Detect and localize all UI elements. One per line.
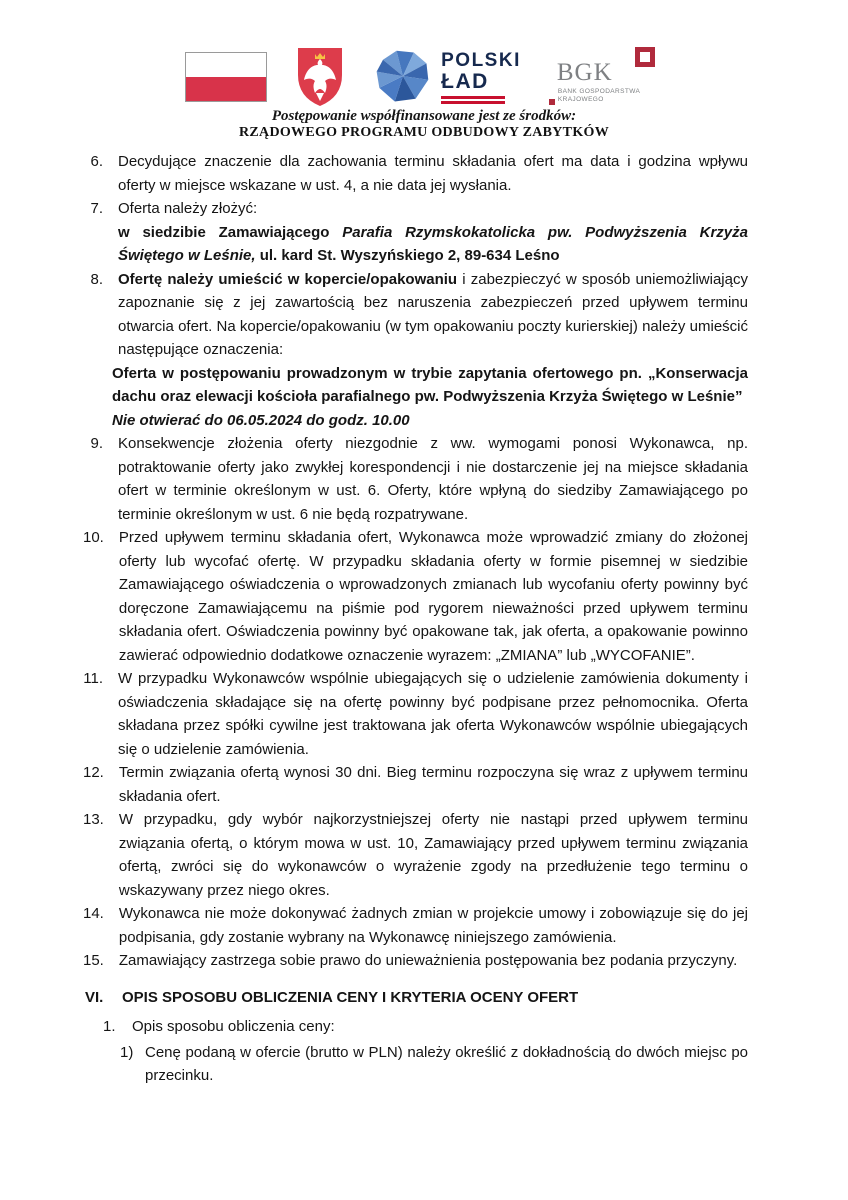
lad-label: ŁAD: [441, 69, 489, 93]
text-run: W przypadku Wykonawców wspólnie ubiegających się o udzielenie zamówienia dokumenty i oświadczenia składające się na ofertę powinny być podpisane przez pełnomocnika. Oferta składana przez spółki cywilne jest traktowana jak oferta Wykonawców wspólnie ubiegających się o udzielenie zamówienia.: [118, 670, 748, 758]
text-run: Zamawiający zastrzega sobie prawo do unieważnienia postępowania bez podania przyczyny.: [118, 952, 738, 969]
paragraph: [118, 667, 748, 761]
text-run: Parafia Rzymskokatolicka pw. Podwyższenia Krzyża Świętego w Leśnie,: [118, 223, 748, 264]
funding-caption: Postępowanie współfinansowane jest ze środków:: [271, 108, 577, 124]
list-item: [83, 197, 748, 268]
list-item-body: [119, 949, 748, 973]
paragraph: [119, 949, 748, 973]
bgk-logo: [551, 47, 663, 107]
list-item-body: [119, 526, 748, 667]
list-item-number: 7.: [90, 200, 103, 217]
list-item-number: 9.: [90, 435, 103, 452]
highlighted-paragraph: [112, 409, 748, 433]
list-item-body: [119, 902, 748, 949]
list-item-number: 8.: [90, 270, 103, 288]
paragraph: [118, 221, 748, 268]
eagle-shield-icon: [297, 47, 343, 107]
sub-sub-item-text: Cenę podaną w ofercie (brutto w PLN) należy określić z dokładnością do dwóch miejsc po przecinku.: [145, 1043, 748, 1084]
sub-list-item: [103, 1015, 748, 1039]
text-run: ul. kard St. Wyszyńskiego 2, 89-634 Leśno: [255, 247, 560, 264]
text-run: Przed upływem terminu składania ofert, Wykonawca może wprowadzić zmiany do złożonej oferty lub wycofać ofertę. W przypadku składania oferty w formie pisemnej w siedzibie Zamawiającego oświadczenia o wprowadzonych zmianach lub wycofaniu oferty powinny być doręczone Zamawiającemu na piśmie pod rygorem nieważności przed upływem terminu składania ofert. Oświadczenia powinny być opakowane tak, jak oferta, a opakowanie powinno zawierać odpowiednio dodatkowe oznaczenie wyrazem: „ZMIANA” lub „WYCOFANIE”.: [118, 529, 748, 664]
section-heading: [85, 986, 748, 1010]
paragraph: [118, 268, 748, 362]
paragraph: [119, 902, 748, 949]
paragraph: [118, 150, 748, 197]
list-item-number: 11.: [83, 670, 103, 687]
paragraph: [119, 808, 748, 902]
paragraph: [119, 761, 748, 808]
logo-row: [0, 48, 848, 106]
sub-item-number: 1.: [103, 1018, 116, 1035]
list-item: [83, 268, 748, 433]
main-list: [83, 150, 748, 973]
sub-sub-item-number: 1): [120, 1043, 134, 1061]
polski-lad-wordmark: [441, 51, 521, 104]
list-item-number: 15.: [83, 952, 104, 969]
list-item: [83, 902, 748, 949]
poland-map-icon: [373, 47, 431, 107]
list-item-body: [119, 761, 748, 808]
program-name: RZĄDOWEGO PROGRAMU ODBUDOWY ZABYTKÓW: [238, 125, 609, 140]
text-run: Oferta w postępowaniu prowadzonym w trybie zapytania ofertowego pn. „Konserwacja dachu oraz elewacji kościoła parafialnego pw. Podwyższenia Krzyża Świętego w Leśnie”: [112, 364, 748, 405]
list-item: [83, 432, 748, 526]
poland-eagle-emblem-icon: [297, 47, 343, 107]
text-run: i zabezpieczyć w sposób uniemożliwiający zapoznanie się z jej zawartością bez naruszenia zabezpieczeń przed upływem terminu otwarcia ofert. Na kopercie/opakowaniu (w tym opakowaniu poczty kurierskiej) należy umieścić następujące oznaczenia:: [118, 270, 748, 358]
list-item-number: 10.: [83, 529, 104, 546]
bgk-subtitle-line2: KRAJOWEGO: [557, 96, 604, 103]
list-item: [83, 808, 748, 902]
paragraph: [119, 526, 748, 667]
document-header: [0, 0, 848, 141]
bgk-square-icon: [635, 47, 655, 67]
sub-item-text: Opis sposobu obliczenia ceny:: [132, 1018, 335, 1035]
flag-white-stripe: [186, 53, 266, 77]
section-title: OPIS SPOSOBU OBLICZENIA CENY I KRYTERIA OCENY OFERT: [122, 988, 579, 1006]
list-item: [83, 667, 748, 761]
text-run: Nie otwierać do 06.05.2024 do godz. 10.00: [112, 411, 410, 429]
flag-stripes-icon: [441, 96, 505, 104]
list-item: [83, 150, 748, 197]
bgk-dot-icon: [549, 99, 555, 105]
poland-flag-icon: [185, 52, 267, 102]
text-run: Wykonawca nie może dokonywać żadnych zmian w projekcie umowy i zobowiązuje się do jej podpisania, gdy zostanie wybrany na Wykonawcę niniejszego zamówienia.: [118, 905, 748, 946]
bgk-abbreviation: BGK: [556, 59, 613, 86]
text-run: W przypadku, gdy wybór najkorzystniejszej oferty nie nastąpi przed upływem terminu związania ofertą, o którym mowa w ust. 10, Zamawiający przed upływem terminu związania ofertą, zwróci się do wykonawców o wyrażenie zgody na przedłużenie tego terminu o wskazywany przez niego okres.: [118, 811, 748, 899]
text-run: Ofertę należy umieścić w kopercie/opakowaniu: [118, 270, 458, 288]
polski-lad-logo: [373, 47, 521, 107]
text-run: Termin związania ofertą wynosi 30 dni. Bieg terminu rozpoczyna się wraz z upływem terminu składania ofert.: [118, 764, 748, 805]
bgk-subtitle: [558, 88, 640, 104]
highlighted-paragraph: [112, 362, 748, 409]
list-item-body: [112, 268, 748, 433]
text-run: w siedzibie Zamawiającego: [118, 223, 343, 241]
list-item-body: [118, 432, 748, 526]
sub-sub-list-item: [120, 1041, 748, 1088]
list-item-number: 14.: [83, 905, 104, 922]
list-item: [83, 526, 748, 667]
list-item: [83, 761, 748, 808]
list-item-body: [118, 667, 748, 761]
polski-label: POLSKI: [441, 49, 521, 71]
text-run: Decydujące znaczenie dla zachowania terminu składania ofert ma data i godzina wpływu oferty w miejsce wskazane w ust. 4, a nie data jej wysłania.: [118, 153, 748, 194]
list-item-number: 13.: [83, 811, 104, 828]
text-run: Oferta należy złożyć:: [118, 200, 258, 217]
text-run: Konsekwencje złożenia oferty niezgodnie z ww. wymogami ponosi Wykonawca, np. potraktowanie oferty jako zwykłej korespondencji i nie dostarczenie jej na miejsce składania ofert w terminie określonym w ust. 6. Oferty, które wpłyną do siedziby Zamawiającego po terminie określonym w ust. 6 nie będą rozpatrywane.: [118, 435, 748, 523]
list-item-body: [119, 808, 748, 902]
bgk-subtitle-line1: BANK GOSPODARSTWA: [557, 88, 641, 95]
list-item-body: [118, 150, 748, 197]
paragraph: [118, 432, 748, 526]
list-item-number: 12.: [83, 764, 104, 781]
list-item: [83, 949, 748, 973]
paragraph: [118, 197, 748, 221]
section-number: VI.: [85, 988, 104, 1006]
list-item-number: 6.: [90, 153, 103, 170]
list-item-body: [118, 197, 748, 268]
flag-red-stripe: [186, 77, 266, 101]
